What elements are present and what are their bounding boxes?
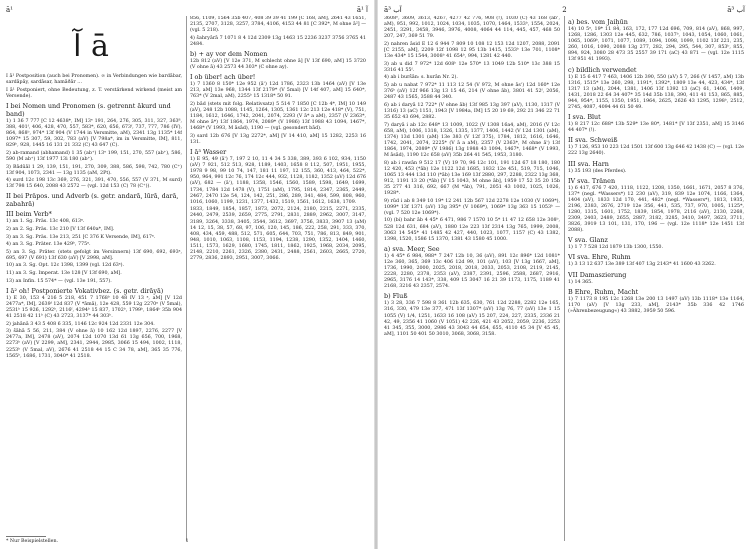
entry-paragraph: 2) nahren āsid E 12 6 944 7 809 10 108 12 153 12d 1207, 2088, 2091 [C 2155, aM], 2209 12f 1098 12 95 13b 1415, 1533ᵇ 13e 701, 1108* 13e 434* 15 1544, 3008ᵇ 41 654ᵇ, 994, 1281 42 440. <box>384 41 560 60</box>
entry-paragraph: 3) an 3. Sg. Präs. 13e 213, 251 [C 376 K Versende, IM], 617ᵃ. <box>6 234 156 240</box>
entry-paragraph: 8) ab i rawān 9 512 17 (V) 19 70, 96 12c 101, 191 12d 67 18 180, 180 12 420, 453 (*āb) 12e 1122 12d 1685, 1832 12e 451, 519, 715, 1046, 1065 13 444 13d 110 (*āb) 13e 169 13f 2880, 297, 2288, 2322 13g 368, 912, 1191 13 20 (*āb) [V 15 1043, M ohne āb], 1959 17 52 35 20 15b 35 277 41 316, 692, 667 (M *āb), 791, 2051 43 1002, 1025, 1026, 1928*. <box>384 160 560 197</box>
section-heading: I ā³ Wasser <box>190 148 227 157</box>
entry-paragraph: 3) ab u did 7 972* 12d 608ᵇ 12e 570* 13 1049 12b 510* 13c 388 15 3316 41 55ᶠ. <box>384 61 560 73</box>
left-column <box>384 16 560 541</box>
entry-paragraph: 3) sard 12b 676 [V 13g 2272*, aM] [V 14 410, aM] 15 1282, 2253 16 131. <box>190 133 366 145</box>
running-head-right: ā¹ آ <box>356 6 368 14</box>
entry-paragraph: 2) ab-ramand (abhamand) 1 35 (ab⁺) 13ᵉ 199, 151, 270, 557 (ab⁺), 586, 590 (M ab⁺) 13f 1977 13i 180 (ab⁺). <box>6 150 182 162</box>
entry-paragraph: 1) 3 28, 336 7 598 8 361 12b 635, 630, 761 12d 2288, 2282 12e 165, 316, 330, 479 13e 377, 471 13f 1307* (aV) 13g 76, 77 (aV) 13e 1 15 1055 (V) 1/4, 1251, 1633 16 108 (aV) 15 207, 224, 227, 2335, 2336 21 42, 49, 2356 41 1060 (V 1051) 42 226, 421 43 2052, 2059, 2236, 2253 41 345, 355, 3000, 2986 43 3043 44 654, 655, 4110 45 34 [V 45 45, aM], 1101 50 401 50 3010, 3068, 3068, 3158. <box>384 301 560 337</box>
section-heading: c) bildlich verwendet <box>568 65 637 74</box>
entry-paragraph: 1) an 1. Sg. Präs. 13c 408, 613ᵃ. <box>6 219 85 225</box>
right-column <box>568 16 744 541</box>
entry-paragraph: 4) surd 12c 198 13c 369, 276, 321, 391, 470, 556, 557 (V 371, M surd) 13f 798 15 640, 2088 43 2572 — (vgl. 12d 153 (C) 78 (C⁺)). <box>6 178 182 190</box>
column-area <box>6 16 368 541</box>
entry-paragraph: 4) ab i buršān: s. hurān Nr. 2). <box>384 75 458 81</box>
footnote-rule <box>6 536 46 537</box>
entry-paragraph: 2) bād (stets mit folg. Relativsatz) 5 514 7 1850 [C 12b 4*, IM] 10 149 (aV), 248 12b 1088, 1145, 1264, 1305, 1361 12c 213 12e 418* (V), 751, 1184, 1612, 1646, 1742, 2041, 2074, 2293 (V ā* a aM), 2357 (V 2363*, M ohne ā*) 13f 1864, 1974, 2089* (V 1986) 13f 1988 43 1094, 1467*, 1468* (V 1993, M āsād), 1190 — (vgl. gesondert bād). <box>190 101 366 132</box>
entry-paragraph: I ā¹ Postponiert, ohne Bedeutung, z. T. verstärkend wirkend (meist am Versende). <box>6 87 182 99</box>
section-heading: II bei Präpos. und Adverb (s. getr. andarā, lūrā, darā, zabahrā) <box>6 192 179 209</box>
entry-paragraph: 9) rūd i ab 8 349 10 19* 12 241 12b 567 12d 2278 12e 1030 (V 1069*), 1099* 13f 1371 (aV) 13g 395* (V 1069*), 1069* 13g 363 15 1053ᵇ — (vgl. 7 520 12e 1069*). <box>384 198 560 216</box>
footnote <box>6 539 368 545</box>
entry-paragraph: 13) an Infin. 15 574* — (vgl. 13e 191, 557). <box>6 278 112 284</box>
entry-paragraph: 3) šāhā 5 56, 211, 384 (V ohne ā) 10 162 12d 1897, 2276, 2277 [V 2477a, IM], 2478 (aV), 2074 12d 1070 13d 61 13g 656, 700, 1968, 2273ᵇ (aV) [V 2299, aM], 2341, 2944, 2985, 3066 15 494, 1002, 1118, 2253ᵇ (V 5mal, aV), 2676 41 2518 44 15 C 34 78, aM], 365 35 776, 1565ᵇ, 1686, 1731, 3040* 41 2518. <box>6 329 182 359</box>
entry-paragraph: 3608ᵇ, 3609, 3613, 4267, 4277 42 776, 908 (!), 1030 (C) 43 168 (ābʾ, aM), 951, 992, 1012, 1024, 1034, 1035, 1070, 1464, 1533ᵇ, 1554, 2024, 2451, 3291, 3458, 3946, 3976, 4008, 4064 44 114, 445, 457, 468 50 207, 247, 369 51 79. <box>384 16 560 40</box>
running-head <box>6 4 368 16</box>
entry-paragraph: 1) 8 217 12c 688* 13b 529* 13e 80*, 1481* [V 13f 2351, aM] 15 3146 44 407* (!). <box>568 122 744 134</box>
page-number: 1 <box>185 539 189 544</box>
entry-paragraph: 6) ab i daryā 12 722* (V ohne āb) 13f 985 13g 397 (aV), 1130, 1317 (V 1316) 13 (aC) 1151, 1943 [V 1984a, IM] 15 20 19 69, 292 21 346 22 71 35 652 43 694, 2882. <box>384 102 560 120</box>
entry-paragraph: 14) 10 5ᵃ, 19* 11 84, 163, 172, 177 12d 696, 709, 814 (aV), 868, 997, 1268, 1286, 1303 12e 445, 632, 786, 1037ᵇ, 1043, 1054, 1060, 1061, 1065, 1069ᵇ, 1071, 1077, 1089, 1094, 1098, 1099, 1102 13f 221, 235, 260, 1016, 1090, 2088 13g 277, 282, 294, 295, 544, 307, 853ᵇ, 855, 894, 924, 3080 28 473 35 2557 39 171 (aC) 43 871 — (vgl. 12e 1115 13f 951 41 1993). <box>568 27 744 63</box>
section-heading: I sva. Blut <box>568 113 601 122</box>
right-column <box>190 16 366 541</box>
entry-paragraph: 1) 3 13 12 637 13e 389 13f 407 13g 2143* 41 1600 43 3262. <box>568 262 716 268</box>
entry-paragraph: 11) an 3. Sg. Imperat. 13e 128 [V 13f 690, aM]. <box>6 271 122 277</box>
entry-paragraph: 10) (bi) bahr āb 4 45* 6 471, 986 7 1570 10 5* 11 47 12 658 12e 308ᵇ, 528 12d 631, 684 (aV), 1880 12e 223 13f 2314 13g 765, 1999, 2008, 3063 14 545* 41 1485 42 427, 440, 1023, 1077, 1157 (C) 43 1382, 1398, 1520, 1586 15 1370, 1381 43 1580 45 1000. <box>384 218 560 242</box>
section-heading: b) Fluß <box>384 292 408 301</box>
entry-paragraph: 1) 14 365. <box>568 279 593 285</box>
entry-paragraph: 1) 35 193 (des Pferdes). <box>568 168 627 174</box>
entry-paragraph: 1) 7 1360 8 150* 12e 952 (āʾ) 12d 1786, 2323 13b 1464 (aV) [V 13e 213, aM] 13e 968, 1344 13f 2179* (V 5mal) [V 14f 407, aM] 15 640*, 763* (V 2mal, aM), 2255ᵇ 15 1318* 50 91. <box>190 82 366 100</box>
left-column <box>6 16 182 541</box>
entry-paragraph: 1) 7 1173 8 195 12c 1268 13e 200 13 1497 (aV) 13b 1118* 13e 1164, 1170 (aV) [V 13g 233, aM], 2143* 35b 336 42 1746 (»Ährenbezeugung«) 43 3882, 3959 50 596. <box>568 296 744 314</box>
section-heading: b) + ay vor dem Nomen <box>190 49 268 58</box>
right-page <box>378 0 751 549</box>
entry-paragraph: 1) E 30, 153 4 216 5 218, 451 7 1768ᵇ 10 48 IV 13 ᵃ, aM] [V 12d 2477a*, IM], 2639ᶠ 12d 837 (V *āmā), 12e 428, 559 12g 2270ᵃ (V 5mal), 2531ᵇ 15 926, 1292ᵇ, 2116ᶠ, 4294ᵇ 15 837, 1702ᵇ, 1799ᵇ, 1864ᵇ 35b 904 41 2518 42 11ᵇ (C) 43 2723, 3137* 44 303ᵇ. <box>6 295 182 320</box>
entry-paragraph: 1) E 95, 49 (āʾ) 7, 197 2 10, 11 4 34 5 338, 389, 393 6 102, 934, 1150 (aV) 7 921, 512 513, 928, 1189, 1403, 1658 8 112, 507, 1951, 1955, 1978 9 98, 99 10 74, 147, 181 11 197, 12 155, 360, 413, 464, 522*, 950, 964, 991 12c 76, 174 12c 444, 932, 1128, 1182, 1352 (aV) 12d 676 (aV), 682 — (āʾ), 1188, 1358, 1546, 1560, 1589, 1598, 1649, 1699, 1734, 1784 12d 1478 (V), 1751 (aM), 1795, 1814, 2347, 2365, 2449, 2467, 2470 12e 54, 124, 142, 251, 286, 289, 341, 484, 599, 808, 960, 1016, 1060, 1199, 1231, 1377, 1432, 1519, 1561, 1612, 1638, 1709. <box>190 157 366 205</box>
section-heading: V sva. Glanz <box>568 236 608 245</box>
entry-paragraph: 1) 1 36 7 777 [C 12 4638*, IM] 13ᵉ 191, 264, 276, 305, 311, 327, 363⁸, 388, 401ᶠ, 406, 428, 470, 557, 583*, 620, 656, 673ᶠ, 737, 777, 786 (IV), 864, 868ᵇ, 974* 13f 904 (V 1744 in Versmitte, aM), 2341 13g 1135* 14f 1097* 15 307, 59, 302, 783 (aV) [V 798a*, im in Versmitte, IM], 811, 829ᵇ, 928, 1445 16 131 21 332 (C) 43 647 (C). <box>6 118 182 149</box>
left-page <box>0 0 374 549</box>
entry-list <box>384 16 560 338</box>
entry-paragraph: 1) 1 7 7 528 12d 1879 13b 1300, 1550. <box>568 245 663 251</box>
column-divider <box>564 16 565 541</box>
entry-paragraph: 856, 1109, 1564 35b 407, 408 39 39 41 199 [C 168, aM], 2641 43 1651, 2135, 2707, 3128, 3257, 3784, 4106, 4153 44 81 [C 392*, M ohne ā²] — (vgl. 5 218). <box>190 16 366 34</box>
section-heading: IV sva. Tränen <box>568 176 616 185</box>
section-heading: a) sva. Meer, See <box>384 244 440 253</box>
entry-paragraph: 1) E 15 6 417 7 463, 1406 12b 390, 550 (aV) 5 7, 266 (V 1457, aM) 13b 1316, 1515* 13e 260, 298, 1191*, 1392*, 1809 13e 44, 423, 434*, 13f 1317 13 (aM), 2044, 1381, 1406 13f 1392 13 (aC) 61, 1406, 1409, 1431, 2018 22 64 34 407* 35 14d 35b 138, 390, 411 41 153, 865, 885, 944, 954*, 1155, 1350, 1951, 1964, 2625, 2626 43 1295, 1298ᵇ, 2512, 2745, 4087, 4094 44 61 50 49. <box>568 74 744 111</box>
letter-heading: آ ā <box>73 29 115 64</box>
column-divider <box>186 16 187 541</box>
section-heading: B Ehre, Ruhm, Macht <box>568 287 639 296</box>
entry-paragraph: 4) šahryārā 7 1071 8 4 12d 2309 13g 1463 15 2236 3237 3756 3765 41 2484. <box>190 35 366 47</box>
entry-paragraph: 1833, 1849, 1854, 1857, 1873, 2072, 2124, 2180, 2215, 2271, 2335, 2440, 2479, 2539, 2659, 2775, 2791, 2831, 2889, 2962, 3007, 3147, 3189, 3264, 3338, 3405, 3544, 3612, 3697, 3756, 3833, 3907 13 (aM) 14 12, 15, 38, 57, 68, 97, 106, 120, 145, 186, 222, 258, 291, 333, 370, 408, 434, 459, 488, 512, 571, 605, 644, 703, 751, 786, 813, 849, 901, 948, 1010, 1063, 1108, 1153, 1194, 1238, 1290, 1352, 1404, 1460, 1511, 1573, 1629, 1680, 1745, 1811, 1862, 1925, 1968, 2034, 2095, 2148, 2210, 2261, 2326, 2380, 2431, 2488, 2561, 2603, 2665, 2720, 2779, 2836, 2893, 2951, 3007, 3066. <box>190 207 366 262</box>
entry-paragraph: 2) an 2. Sg. Präs. 13c 210 [V 13f 640a*, IM]. <box>6 227 115 232</box>
running-head-left: ā¹ <box>6 6 13 14</box>
section-heading: II sva. Schweiß <box>568 136 618 145</box>
entry-paragraph: 1) 6 417, 676 7 420, 1118, 1122, 1208, 1350, 1661, 1671, 2057 8 376, 137* (negl. *Wassers*) 12 230 (aV), 319, 839 12e 1074, 1166, 1364, 1404 (aV), 1833 12d 170, 441, 482* (negl. *Wassers*), 1813, 1935, 2196, 2383, 2676, 2719 12e 356, 441, 535, 737, 970, 1005, 1125*, 1280, 1315, 1601, 1752, 1839, 1854, 1978, 2116 (aV), 2130, 2268, 2309, 2403, 2489, 2655, 2887, 3182, 3285, 3410, 3497, 3623, 3711, 3826, 3919 13 101, 131, 170, 196 — (vgl. 12e 1118* 12e 1451 13f 2088). <box>568 185 744 234</box>
page-number: 2 <box>562 6 567 14</box>
entry-paragraph: 5) an 3. Sg. Präter. (stets gefolgt im Versinnern) 13f 690, 692, 693ᵃ, 695, 697 (V 691) 13f 630 (aV) [V 2998, aM]. <box>6 249 182 261</box>
section-heading: VI sva. Ehre, Ruhm <box>568 253 631 262</box>
entry-paragraph: 5) ab u nabat 7 972* 11 113 12 54 (V 972, M ohne āsʾ) 12d 160* 12e 376ᵇ (aV) 12f 966 13g 13 15 46, 214 (V ohne āb), 3801 41 52ᶠ, 2056, 2487 43 1565, 3588 44 340. <box>384 82 560 101</box>
footnote-text: * Nur Beispielstellen. <box>6 539 59 544</box>
section-heading: I bei Nomen und Pronomen (s. getrennt ākurd und band) <box>6 101 171 118</box>
entry-list <box>190 16 366 262</box>
running-head-left: ā³ آب <box>384 6 402 14</box>
entry-paragraph: 10) an 3. Sg. Opt. 12c 1398, 1399 (vgl. 12d 63ᵃ). <box>6 263 125 269</box>
section-heading: VII Damaszierung <box>568 270 627 279</box>
entry-list <box>6 74 182 360</box>
section-heading: III beim Verb* <box>6 210 52 219</box>
column-area <box>384 16 745 541</box>
entry-paragraph: 1) 7 126, 953 10 223 12d 1501 13f 600 13g 646 42 1438 (C) — (vgl. 12e 222 13g 2640). <box>568 145 744 157</box>
entry-paragraph: 2) jahānā 3 43 5 408 6 335, 1146 12c 924 12d 2331 12e 304. <box>6 321 155 327</box>
entry-paragraph: 3) Bādūāl 1 29, 139, 151, 191, 270, 309, 388, 586, 598, 742, 780 (C⁺) 13f 904, 1073, 2341 — 13g 1135 (aM, 2Pt). <box>6 164 182 176</box>
section-heading: a) bes. vom Jaiḥūn <box>568 18 628 26</box>
section-heading: I ob über! ach über! <box>190 73 256 82</box>
entry-paragraph: 7) daryā i ab 12c 648* 13 1009, 1022 (V 1308 16a4, aM), 2016 (V 12c 658, aM), 1006, 1318, 1326, 1335, 1377, 1406, 1442 (V 12d 1301 (aM), 1374) 13d 1301 (aM) 13e 383 (V 12f 375), 1784, 1812, 1616, 1646, 1742, 2041, 2074, 2225* (V ā a aM), 2357 (V 2363*, M ohne āʾ) 13f 1864, 1974, 2089* (V 1986) 13g 1988 43 1094, 1467*, 1468* (V 1993, M āsād), 1190 12c 658 (aV) 35b 264 41 545, 1953, 3180. <box>384 122 560 158</box>
entry-paragraph: I ā¹ Postposition (auch bei Pronomen). ∞ in Verbindungen wie bardābar, sardāpāy, sardāsar, hamāðār … <box>6 74 182 86</box>
entry-list <box>568 18 744 315</box>
section-heading: I ā² oh! Postponierte Vokativbez. (s. getr. dirāyā) <box>6 286 164 295</box>
entry-paragraph: 12b 812 (aV) [V 12e 371, M schlecht ohne ā] [V 13f 690, aM] 15 3720 (V ohne ā) 43 2573 44 303* (C ohne ay). <box>190 58 366 71</box>
running-head <box>384 4 745 16</box>
section-heading: III sva. Harn <box>568 159 609 168</box>
entry-paragraph: 4) an 3. Sg. Präter. 13e 429ᵇ, 775ᵃ. <box>6 242 91 248</box>
running-head-right: ā³ آب <box>727 6 745 14</box>
entry-paragraph: 1) 4 45* 6 984, 988* 7 247 12b 10, 36 (aV), 891 12c 896* 12d 1081* 12e 360, 365, 369 13c 406 12d 99, 101 (aV), 103 [V 13g 1667, aM], 1736, 1990, 2000, 2025, 2018, 2018, 2033, 2053, 2108, 2119, 2145, 2228, 2280, 2378, 2353 (aV), 2387, 2391, 2596, 2588, 2687, 2916, 2965, 3176 14 143*, 338, 409 15 3047 16 21 39 1173, 1175, 1189 41 2168, 3216 43 2357, 2574. <box>384 253 560 290</box>
